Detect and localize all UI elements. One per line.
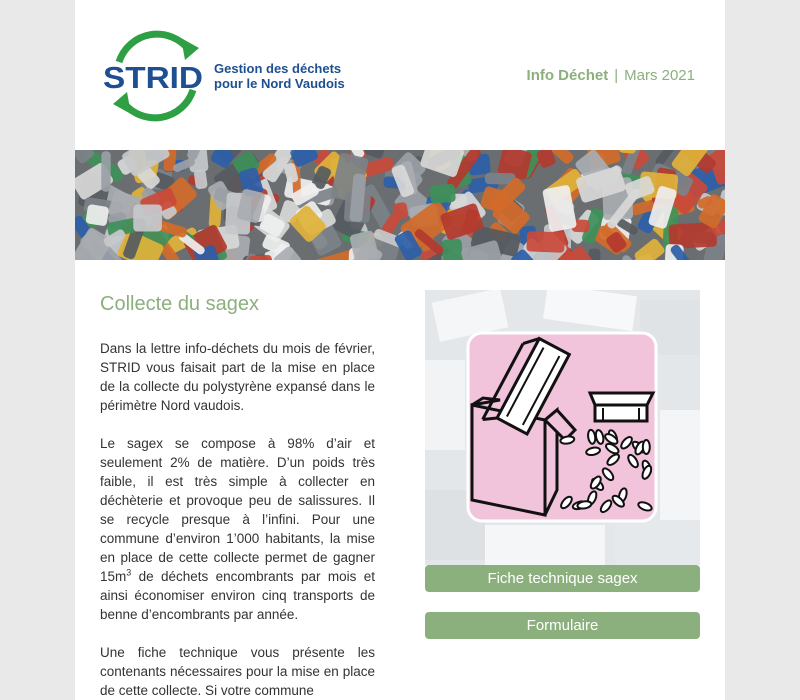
logo-wordmark: STRID	[103, 60, 203, 95]
recycled-cans-banner	[75, 150, 725, 260]
article-title: Collecte du sagex	[100, 293, 259, 315]
edition-separator: |	[614, 67, 619, 84]
edition-date: Mars 2021	[624, 67, 695, 84]
sagex-photo[interactable]	[425, 290, 700, 565]
article-paragraph-3: Une fiche technique vous présente les contenants nécessaires pour la mise en place de cette collecte. Si votre commune	[100, 645, 375, 698]
article-paragraph-1: Dans la lettre info-déchets du mois de février, STRID vous faisait part de la mise en place de la collecte du polystyrène expansé dans le périmètre Nord vaudois.	[100, 341, 375, 413]
formulaire-button[interactable]: Formulaire	[425, 612, 700, 639]
logo-subtitle	[214, 61, 364, 91]
p2-text-b: de déchets encombrants par mois et ainsi économiser environ cinq transports de benne d’encombrants par année.	[100, 569, 375, 622]
cubic-superscript: 3	[126, 567, 132, 578]
newsletter-header	[75, 0, 725, 150]
fiche-technique-button[interactable]: Fiche technique sagex	[425, 565, 700, 592]
article-body	[100, 339, 375, 700]
edition-label: Info Déchet	[526, 67, 609, 84]
p2-text-a: Le sagex se compose à 98% d’air et seulement 2% de matière. D’un poids très faible, il est très simple à collecter en déchèterie et provoque peu de salissures. Il se recycle presque à l’infini. Pour une commune d’environ 1’000 habitants, la mise en place de cette collecte permet de gagner 15m	[100, 436, 375, 584]
newsletter-sheet	[75, 0, 725, 700]
logo-subtitle-line1: Gestion des déchets	[214, 61, 342, 76]
strid-logo	[101, 28, 211, 124]
article-paragraph-2	[100, 434, 375, 624]
logo-subtitle-line2: pour le Nord Vaudois	[214, 76, 345, 91]
edition-info	[527, 67, 695, 84]
sagex-collection-icon	[468, 333, 656, 521]
